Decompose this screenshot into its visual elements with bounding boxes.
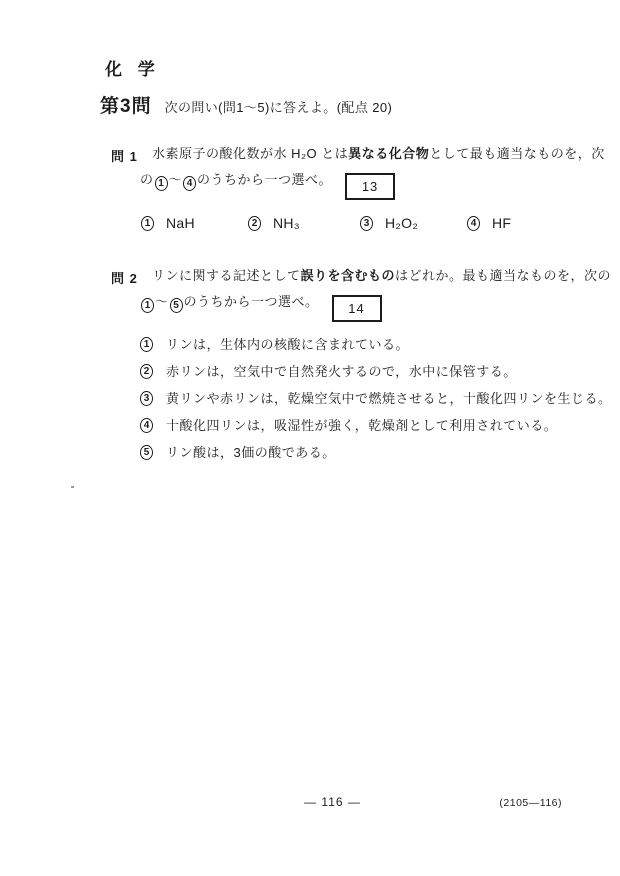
statement-4-circled-number-icon: 4: [140, 418, 153, 433]
page-number: — 116 —: [304, 795, 361, 809]
choice-3-formula: H₂O₂: [385, 215, 419, 231]
statement-5-text: リン酸は，3価の酸である。: [166, 445, 336, 460]
q2-statement-4: [140, 417, 557, 434]
q1-line2-pre: の: [140, 172, 154, 187]
q2-text-bold: 誤りを含むもの: [300, 268, 396, 283]
question-1-text-line-2: [140, 171, 395, 200]
q2-range-tilde: ～: [155, 294, 169, 309]
question-2-text-line-2: [140, 293, 382, 322]
statement-2-text: 赤リンは，空気中で自然発火するので，水中に保管する。: [166, 364, 517, 379]
q1-choice-2: [248, 215, 300, 231]
choice-3-circled-number-icon: 3: [360, 216, 373, 231]
question-1-text-line-1: [152, 145, 605, 162]
choice-1-circled-number-icon: 1: [141, 216, 154, 231]
choice-4-circled-number-icon: 4: [467, 216, 480, 231]
statement-1-text: リンは，生体内の核酸に含まれている。: [166, 337, 410, 352]
q2-statement-1: [140, 336, 409, 353]
question-1-label: 問 1: [111, 149, 138, 164]
q1-choice-4: [467, 215, 511, 231]
q2-statement-3: [140, 390, 612, 407]
choice-4-formula: HF: [492, 215, 512, 231]
q1-choice-3: [360, 215, 418, 231]
statement-3-text: 黄リンや赤リンは，乾燥空気中で燃焼させると，十酸化四リンを生じる。: [166, 391, 612, 406]
q1-range-tilde: ～: [168, 172, 183, 187]
q1-text-bold: 異なる化合物: [348, 146, 430, 161]
statement-5-circled-number-icon: 5: [140, 445, 153, 460]
statement-1-circled-number-icon: 1: [140, 337, 153, 352]
q1-text-pre: 水素原子の酸化数が水 H₂O とは: [152, 146, 349, 161]
q2-statement-2: [140, 363, 517, 380]
exam-code: (2105—116): [499, 797, 562, 809]
answer-box-14: 14: [332, 295, 382, 322]
circled-number-1-icon: 1: [141, 298, 154, 313]
section-number: 第3問: [100, 96, 152, 117]
q1-choice-1: [141, 215, 195, 231]
q2-text-pre: リンに関する記述として: [152, 268, 301, 283]
question-2-text-line-1: [152, 267, 611, 284]
statement-4-text: 十酸化四リンは，吸湿性が強く，乾燥剤として利用されている。: [166, 418, 558, 433]
q1-line2-post: のうちから一つ選べ。: [197, 172, 333, 187]
q2-line2-post: のうちから一つ選べ。: [183, 294, 319, 309]
statement-2-circled-number-icon: 2: [140, 364, 153, 379]
choice-1-formula: NaH: [166, 215, 195, 231]
section-instruction: 次の問い(問1～5)に答えよ。(配点 20): [164, 100, 393, 115]
statement-3-circled-number-icon: 3: [140, 391, 153, 406]
q2-statement-5: [140, 444, 336, 461]
choice-2-formula: NH₃: [273, 215, 300, 231]
q1-text-post: として最も適当なものを，次: [429, 146, 605, 161]
answer-box-13: 13: [345, 173, 395, 200]
choice-2-circled-number-icon: 2: [248, 216, 261, 231]
scan-speck: [71, 486, 74, 488]
circled-number-1-icon: 1: [155, 176, 168, 191]
circled-number-4-icon: 4: [183, 176, 196, 191]
subject-title: 化 学: [105, 60, 156, 79]
section-heading: [100, 91, 392, 118]
q2-text-post: はどれか。最も適当なものを，次の: [395, 268, 612, 283]
circled-number-5-icon: 5: [170, 298, 183, 313]
question-2-label: 問 2: [111, 271, 138, 286]
